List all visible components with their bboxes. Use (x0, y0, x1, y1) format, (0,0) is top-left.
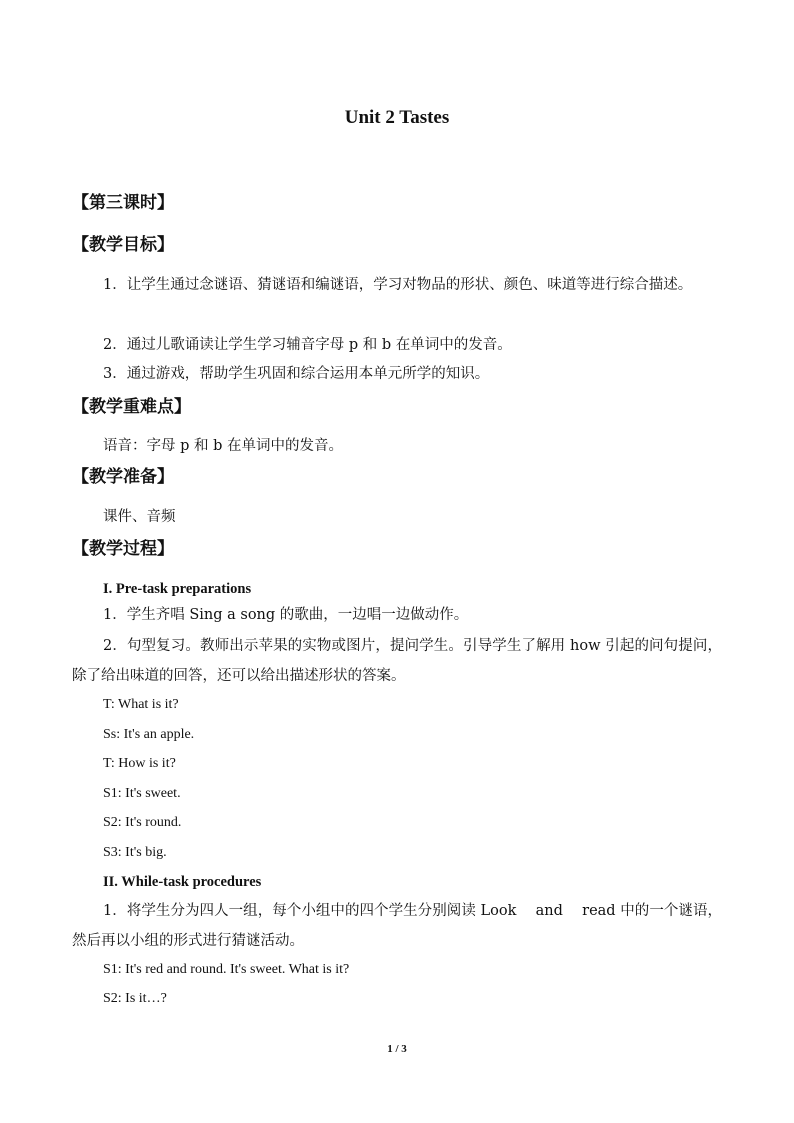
pre-task-step-1: 1．学生齐唱 Sing a song 的歌曲，一边唱一边做动作。 (103, 607, 469, 623)
dialogue-line: T: How is it? (103, 756, 176, 771)
preparation-heading: 【教学准备】 (72, 467, 174, 487)
while-task-step-1: 1．将学生分为四人一组，每个小组中的四个学生分别阅读 Look and read 中的一个谜语，然后再以小组的形式进行猜谜活动。 (72, 903, 722, 949)
dialogue-line: T: What is it? (103, 697, 179, 712)
dialogue-line: S1: It's sweet. (103, 786, 181, 801)
page-number: 1 / 3 (387, 1043, 407, 1055)
dialogue-line: Ss: It's an apple. (103, 727, 195, 742)
lesson-heading: 【第三课时】 (72, 193, 174, 213)
dialogue-line: S2: Is it…? (103, 991, 167, 1006)
objectives-heading: 【教学目标】 (72, 235, 174, 255)
while-task-title: II. While-task procedures (103, 874, 262, 890)
objective-1: 1．让学生通过念谜语、猜谜语和编谜语，学习对物品的形状、颜色、味道等进行综合描述。 (103, 277, 693, 293)
objective-2: 2．通过儿歌诵读让学生学习辅音字母 p 和 b 在单词中的发音。 (103, 337, 512, 353)
document-title: Unit 2 Tastes (344, 107, 450, 128)
objective-3: 3．通过游戏，帮助学生巩固和综合运用本单元所学的知识。 (103, 366, 490, 382)
process-heading: 【教学过程】 (72, 539, 174, 559)
preparation-text: 课件、音频 (103, 509, 176, 525)
pre-task-title: I. Pre-task preparations (103, 581, 252, 597)
dialogue-line: S3: It's big. (103, 845, 167, 860)
pre-task-step-2: 2．句型复习。教师出示苹果的实物或图片，提问学生。引导学生了解用 how 引起的问句提问，除了给出味道的回答，还可以给出描述形状的答案。 (72, 638, 722, 684)
dialogue-line: S1: It's red and round. It's sweet. What is it? (103, 962, 350, 977)
dialogue-line: S2: It's round. (103, 815, 182, 830)
key-points-heading: 【教学重难点】 (72, 397, 191, 417)
key-points-text: 语音：字母 p 和 b 在单词中的发音。 (103, 438, 343, 454)
